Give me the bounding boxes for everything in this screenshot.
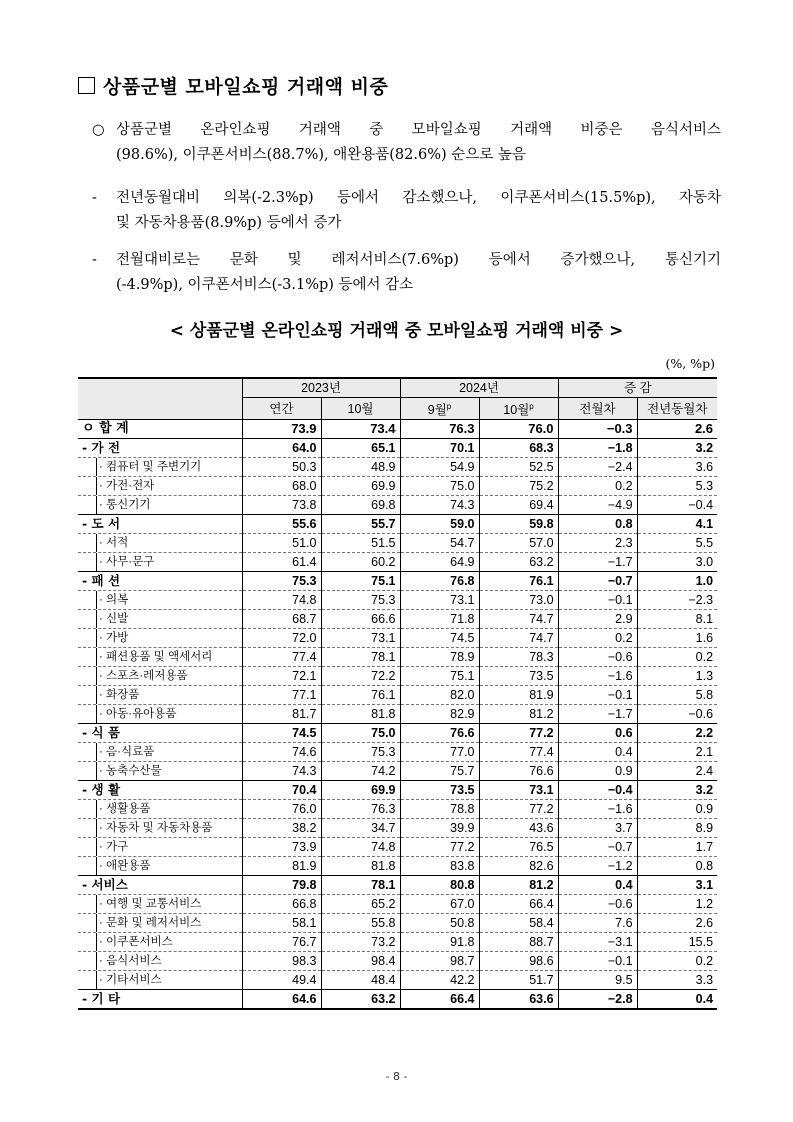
cell-value: 74.5 — [242, 724, 321, 743]
cell-value: 91.8 — [400, 933, 479, 952]
cell-value: 9.5 — [558, 971, 637, 990]
cell-value: 4.1 — [637, 515, 717, 534]
cell-value: 81.9 — [242, 857, 321, 876]
cell-value: 73.5 — [479, 667, 558, 686]
cell-value: 0.9 — [558, 762, 637, 781]
cell-value: 78.9 — [400, 648, 479, 667]
cell-value: 88.7 — [479, 933, 558, 952]
table-row — [78, 648, 717, 667]
cell-value: 0.6 — [558, 724, 637, 743]
cell-value: 72.0 — [242, 629, 321, 648]
cell-value: 73.4 — [321, 420, 400, 439]
cell-value: 72.2 — [321, 667, 400, 686]
cell-value: −4.9 — [558, 496, 637, 515]
cell-value: 58.1 — [242, 914, 321, 933]
table-row — [78, 610, 717, 629]
table-row — [78, 838, 717, 857]
cell-value: 3.2 — [637, 781, 717, 800]
row-label: - 기 타 — [78, 990, 242, 1010]
row-label: · 기타서비스 — [78, 971, 242, 990]
cell-value: 64.0 — [242, 439, 321, 458]
cell-value: 71.8 — [400, 610, 479, 629]
cell-value: 73.8 — [242, 496, 321, 515]
cell-value: 5.5 — [637, 534, 717, 553]
table-row — [78, 439, 717, 458]
cell-value: 78.1 — [321, 876, 400, 895]
cell-value: 74.3 — [242, 762, 321, 781]
cell-value: −0.7 — [558, 572, 637, 591]
cell-value: 83.8 — [400, 857, 479, 876]
cell-value: 55.7 — [321, 515, 400, 534]
cell-value: 98.3 — [242, 952, 321, 971]
row-label: · 가전·전자 — [78, 477, 242, 496]
table-row — [78, 762, 717, 781]
cell-value: 69.4 — [479, 496, 558, 515]
cell-value: 74.6 — [242, 743, 321, 762]
header-col-yoy: 전년동월차 — [637, 398, 717, 420]
paragraph-2 — [92, 186, 721, 236]
table-row — [78, 971, 717, 990]
cell-value: 43.6 — [479, 819, 558, 838]
cell-value: 3.0 — [637, 553, 717, 572]
cell-value: −0.6 — [558, 895, 637, 914]
cell-value: −1.7 — [558, 553, 637, 572]
cell-value: 77.4 — [479, 743, 558, 762]
table-row — [78, 933, 717, 952]
cell-value: 0.8 — [558, 515, 637, 534]
cell-value: 68.7 — [242, 610, 321, 629]
cell-value: 61.4 — [242, 553, 321, 572]
cell-value: −1.6 — [558, 667, 637, 686]
row-label: · 신발 — [78, 610, 242, 629]
cell-value: 8.9 — [637, 819, 717, 838]
table-row — [78, 895, 717, 914]
row-label: - 식 품 — [78, 724, 242, 743]
cell-value: 76.3 — [400, 420, 479, 439]
row-label: · 서적 — [78, 534, 242, 553]
cell-value: 58.4 — [479, 914, 558, 933]
table-row — [78, 458, 717, 477]
cell-value: 2.4 — [637, 762, 717, 781]
table-row — [78, 477, 717, 496]
paragraph-1-line-2: (98.6%), 이쿠폰서비스(88.7%), 애완용품(82.6%) 순으로 높음 — [116, 147, 526, 163]
cell-value: −1.8 — [558, 439, 637, 458]
row-label: - 생 활 — [78, 781, 242, 800]
cell-value: 98.6 — [479, 952, 558, 971]
row-label: ㅇ 합 계 — [78, 420, 242, 439]
cell-value: 34.7 — [321, 819, 400, 838]
header-col-sep-2024: 9월$^p$ — [400, 398, 479, 420]
cell-value: 74.8 — [242, 591, 321, 610]
cell-value: 80.8 — [400, 876, 479, 895]
cell-value: 75.3 — [242, 572, 321, 591]
row-label: · 가방 — [78, 629, 242, 648]
cell-value: 60.2 — [321, 553, 400, 572]
cell-value: −0.1 — [558, 591, 637, 610]
cell-value: 38.2 — [242, 819, 321, 838]
cell-value: 50.3 — [242, 458, 321, 477]
table-row — [78, 952, 717, 971]
table-row — [78, 876, 717, 895]
cell-value: 75.3 — [321, 591, 400, 610]
header-col-oct-2024: 10월$^p$ — [479, 398, 558, 420]
cell-value: 81.8 — [321, 857, 400, 876]
cell-value: 63.6 — [479, 990, 558, 1010]
cell-value: 69.8 — [321, 496, 400, 515]
cell-value: 69.9 — [321, 477, 400, 496]
cell-value: 5.3 — [637, 477, 717, 496]
table-row — [78, 990, 717, 1010]
paragraph-3 — [92, 248, 721, 298]
table-row — [78, 857, 717, 876]
table-row — [78, 420, 717, 439]
table-row — [78, 572, 717, 591]
cell-value: −2.4 — [558, 458, 637, 477]
cell-value: 42.2 — [400, 971, 479, 990]
cell-value: 1.3 — [637, 667, 717, 686]
cell-value: −1.7 — [558, 705, 637, 724]
cell-value: −0.7 — [558, 838, 637, 857]
cell-value: 51.7 — [479, 971, 558, 990]
cell-value: 64.9 — [400, 553, 479, 572]
cell-value: 67.0 — [400, 895, 479, 914]
cell-value: 69.9 — [321, 781, 400, 800]
table-row — [78, 781, 717, 800]
row-label: · 자동차 및 자동차용품 — [78, 819, 242, 838]
table-row — [78, 667, 717, 686]
row-label: · 의복 — [78, 591, 242, 610]
cell-value: −0.3 — [558, 420, 637, 439]
cell-value: 1.2 — [637, 895, 717, 914]
cell-value: 63.2 — [479, 553, 558, 572]
cell-value: 73.5 — [400, 781, 479, 800]
cell-value: 75.2 — [479, 477, 558, 496]
table-row — [78, 534, 717, 553]
cell-value: 7.6 — [558, 914, 637, 933]
row-label: · 생활용품 — [78, 800, 242, 819]
row-label: · 스포츠·레저용품 — [78, 667, 242, 686]
paragraph-3-line-1: 전월대비로는 문화 및 레저서비스(7.6%p) 등에서 증가했으나, 통신기기 — [116, 252, 721, 268]
cell-value: 74.3 — [400, 496, 479, 515]
cell-value: −3.1 — [558, 933, 637, 952]
cell-value: 0.4 — [637, 990, 717, 1010]
row-label: · 사무·문구 — [78, 553, 242, 572]
row-label: · 농축수산물 — [78, 762, 242, 781]
cell-value: 68.3 — [479, 439, 558, 458]
row-label: · 아동·유아용품 — [78, 705, 242, 724]
cell-value: 0.9 — [637, 800, 717, 819]
header-col-annual: 연간 — [242, 398, 321, 420]
header-year-2024: 2024년 — [400, 378, 558, 398]
header-col-mom: 전월차 — [558, 398, 637, 420]
row-label: - 가 전 — [78, 439, 242, 458]
cell-value: 3.7 — [558, 819, 637, 838]
cell-value: 77.0 — [400, 743, 479, 762]
cell-value: 2.1 — [637, 743, 717, 762]
cell-value: 81.9 — [479, 686, 558, 705]
cell-value: 52.5 — [479, 458, 558, 477]
cell-value: 74.7 — [479, 610, 558, 629]
cell-value: 76.0 — [242, 800, 321, 819]
cell-value: 54.7 — [400, 534, 479, 553]
table-unit: (%, %p) — [665, 356, 715, 371]
table-row — [78, 629, 717, 648]
checkbox-square-icon — [78, 77, 95, 94]
cell-value: 63.2 — [321, 990, 400, 1010]
cell-value: 68.0 — [242, 477, 321, 496]
row-label: · 이쿠폰서비스 — [78, 933, 242, 952]
row-label: · 문화 및 레저서비스 — [78, 914, 242, 933]
paragraph-2-line-2: 및 자동차용품(8.9%p) 등에서 증가 — [116, 215, 342, 231]
cell-value: 82.9 — [400, 705, 479, 724]
cell-value: 74.8 — [321, 838, 400, 857]
row-label: · 음식서비스 — [78, 952, 242, 971]
cell-value: −0.4 — [558, 781, 637, 800]
cell-value: 66.6 — [321, 610, 400, 629]
cell-value: 73.9 — [242, 420, 321, 439]
cell-value: 59.8 — [479, 515, 558, 534]
cell-value: 78.8 — [400, 800, 479, 819]
cell-value: −1.2 — [558, 857, 637, 876]
row-label: · 컴퓨터 및 주변기기 — [78, 458, 242, 477]
cell-value: 79.8 — [242, 876, 321, 895]
cell-value: 81.2 — [479, 705, 558, 724]
cell-value: 75.1 — [400, 667, 479, 686]
cell-value: 77.2 — [479, 800, 558, 819]
cell-value: 76.6 — [400, 724, 479, 743]
cell-value: 74.2 — [321, 762, 400, 781]
cell-value: 76.7 — [242, 933, 321, 952]
row-label: - 패 션 — [78, 572, 242, 591]
section-heading-text: 상품군별 모바일쇼핑 거래액 비중 — [103, 76, 389, 98]
section-heading — [78, 72, 388, 99]
cell-value: 54.9 — [400, 458, 479, 477]
cell-value: −0.6 — [558, 648, 637, 667]
cell-value: 51.0 — [242, 534, 321, 553]
table-row — [78, 553, 717, 572]
row-label: · 통신기기 — [78, 496, 242, 515]
cell-value: 51.5 — [321, 534, 400, 553]
cell-value: 0.2 — [637, 952, 717, 971]
cell-value: −2.3 — [637, 591, 717, 610]
cell-value: −0.1 — [558, 686, 637, 705]
row-label: - 도 서 — [78, 515, 242, 534]
cell-value: 77.4 — [242, 648, 321, 667]
table-title: < 상품군별 온라인쇼핑 거래액 중 모바일쇼핑 거래액 비중 > — [169, 321, 624, 341]
cell-value: 77.2 — [400, 838, 479, 857]
cell-value: −0.4 — [637, 496, 717, 515]
bullet-dash: - — [92, 252, 97, 268]
cell-value: 5.8 — [637, 686, 717, 705]
row-label: · 음·식료품 — [78, 743, 242, 762]
page-number: - 8 - — [385, 1070, 408, 1083]
cell-value: 76.0 — [479, 420, 558, 439]
cell-value: −1.6 — [558, 800, 637, 819]
cell-value: 64.6 — [242, 990, 321, 1010]
row-label: · 화장품 — [78, 686, 242, 705]
cell-value: 75.0 — [321, 724, 400, 743]
cell-value: 66.8 — [242, 895, 321, 914]
cell-value: −2.8 — [558, 990, 637, 1010]
cell-value: 74.5 — [400, 629, 479, 648]
table-row — [78, 743, 717, 762]
table-row — [78, 800, 717, 819]
cell-value: 73.1 — [479, 781, 558, 800]
paragraph-2-line-1: 전년동월대비 의복(-2.3%p) 등에서 감소했으나, 이쿠폰서비스(15.5%p), 자동차 — [116, 190, 721, 206]
cell-value: 76.1 — [479, 572, 558, 591]
cell-value: 65.1 — [321, 439, 400, 458]
cell-value: 2.3 — [558, 534, 637, 553]
cell-value: 1.0 — [637, 572, 717, 591]
cell-value: 48.4 — [321, 971, 400, 990]
cell-value: 0.2 — [558, 629, 637, 648]
cell-value: 82.6 — [479, 857, 558, 876]
cell-value: 49.4 — [242, 971, 321, 990]
cell-value: 8.1 — [637, 610, 717, 629]
cell-value: 50.8 — [400, 914, 479, 933]
cell-value: 76.1 — [321, 686, 400, 705]
cell-value: 75.1 — [321, 572, 400, 591]
row-label: - 서비스 — [78, 876, 242, 895]
header-col-oct-2023: 10월 — [321, 398, 400, 420]
cell-value: 3.6 — [637, 458, 717, 477]
cell-value: 1.7 — [637, 838, 717, 857]
paragraph-1-line-1: 상품군별 온라인쇼핑 거래액 중 모바일쇼핑 거래액 비중은 음식서비스 — [116, 122, 721, 138]
cell-value: 75.7 — [400, 762, 479, 781]
cell-value: 66.4 — [400, 990, 479, 1010]
cell-value: 55.8 — [321, 914, 400, 933]
cell-value: 70.4 — [242, 781, 321, 800]
cell-value: 73.0 — [479, 591, 558, 610]
cell-value: 57.0 — [479, 534, 558, 553]
row-label: · 가구 — [78, 838, 242, 857]
cell-value: 3.3 — [637, 971, 717, 990]
row-label: · 애완용품 — [78, 857, 242, 876]
cell-value: 0.4 — [558, 876, 637, 895]
cell-value: 76.8 — [400, 572, 479, 591]
header-change: 증 감 — [558, 378, 717, 398]
cell-value: 48.9 — [321, 458, 400, 477]
cell-value: 81.2 — [479, 876, 558, 895]
cell-value: 2.6 — [637, 420, 717, 439]
cell-value: 74.7 — [479, 629, 558, 648]
cell-value: −0.6 — [637, 705, 717, 724]
bullet-dash: - — [92, 190, 97, 206]
cell-value: 0.4 — [558, 743, 637, 762]
paragraph-3-line-2: (-4.9%p), 이쿠폰서비스(-3.1%p) 등에서 감소 — [116, 277, 414, 293]
paragraph-1 — [92, 118, 721, 168]
cell-value: 76.6 — [479, 762, 558, 781]
cell-value: 73.1 — [321, 629, 400, 648]
cell-value: 66.4 — [479, 895, 558, 914]
cell-value: 15.5 — [637, 933, 717, 952]
cell-value: 78.1 — [321, 648, 400, 667]
cell-value: 73.9 — [242, 838, 321, 857]
cell-value: 0.2 — [558, 477, 637, 496]
cell-value: 0.8 — [637, 857, 717, 876]
cell-value: 3.2 — [637, 439, 717, 458]
table-row — [78, 515, 717, 534]
cell-value: 39.9 — [400, 819, 479, 838]
table-row — [78, 705, 717, 724]
header-blank — [78, 378, 242, 420]
cell-value: −0.1 — [558, 952, 637, 971]
header-year-2023: 2023년 — [242, 378, 400, 398]
cell-value: 82.0 — [400, 686, 479, 705]
cell-value: 77.1 — [242, 686, 321, 705]
cell-value: 55.6 — [242, 515, 321, 534]
cell-value: 0.2 — [637, 648, 717, 667]
cell-value: 76.3 — [321, 800, 400, 819]
cell-value: 81.8 — [321, 705, 400, 724]
row-label: · 여행 및 교통서비스 — [78, 895, 242, 914]
cell-value: 75.0 — [400, 477, 479, 496]
cell-value: 2.2 — [637, 724, 717, 743]
cell-value: 70.1 — [400, 439, 479, 458]
cell-value: 78.3 — [479, 648, 558, 667]
cell-value: 75.3 — [321, 743, 400, 762]
bullet-circle: ○ — [92, 122, 105, 138]
table-row — [78, 724, 717, 743]
cell-value: 77.2 — [479, 724, 558, 743]
cell-value: 2.9 — [558, 610, 637, 629]
cell-value: 2.6 — [637, 914, 717, 933]
cell-value: 98.4 — [321, 952, 400, 971]
cell-value: 98.7 — [400, 952, 479, 971]
cell-value: 59.0 — [400, 515, 479, 534]
cell-value: 1.6 — [637, 629, 717, 648]
cell-value: 81.7 — [242, 705, 321, 724]
table-row — [78, 496, 717, 515]
table-row — [78, 914, 717, 933]
cell-value: 73.1 — [400, 591, 479, 610]
table-row — [78, 686, 717, 705]
cell-value: 3.1 — [637, 876, 717, 895]
row-label: · 패션용품 및 액세서리 — [78, 648, 242, 667]
mobile-share-table — [78, 377, 717, 1010]
cell-value: 65.2 — [321, 895, 400, 914]
cell-value: 72.1 — [242, 667, 321, 686]
table-row — [78, 591, 717, 610]
cell-value: 73.2 — [321, 933, 400, 952]
cell-value: 76.5 — [479, 838, 558, 857]
table-row — [78, 819, 717, 838]
